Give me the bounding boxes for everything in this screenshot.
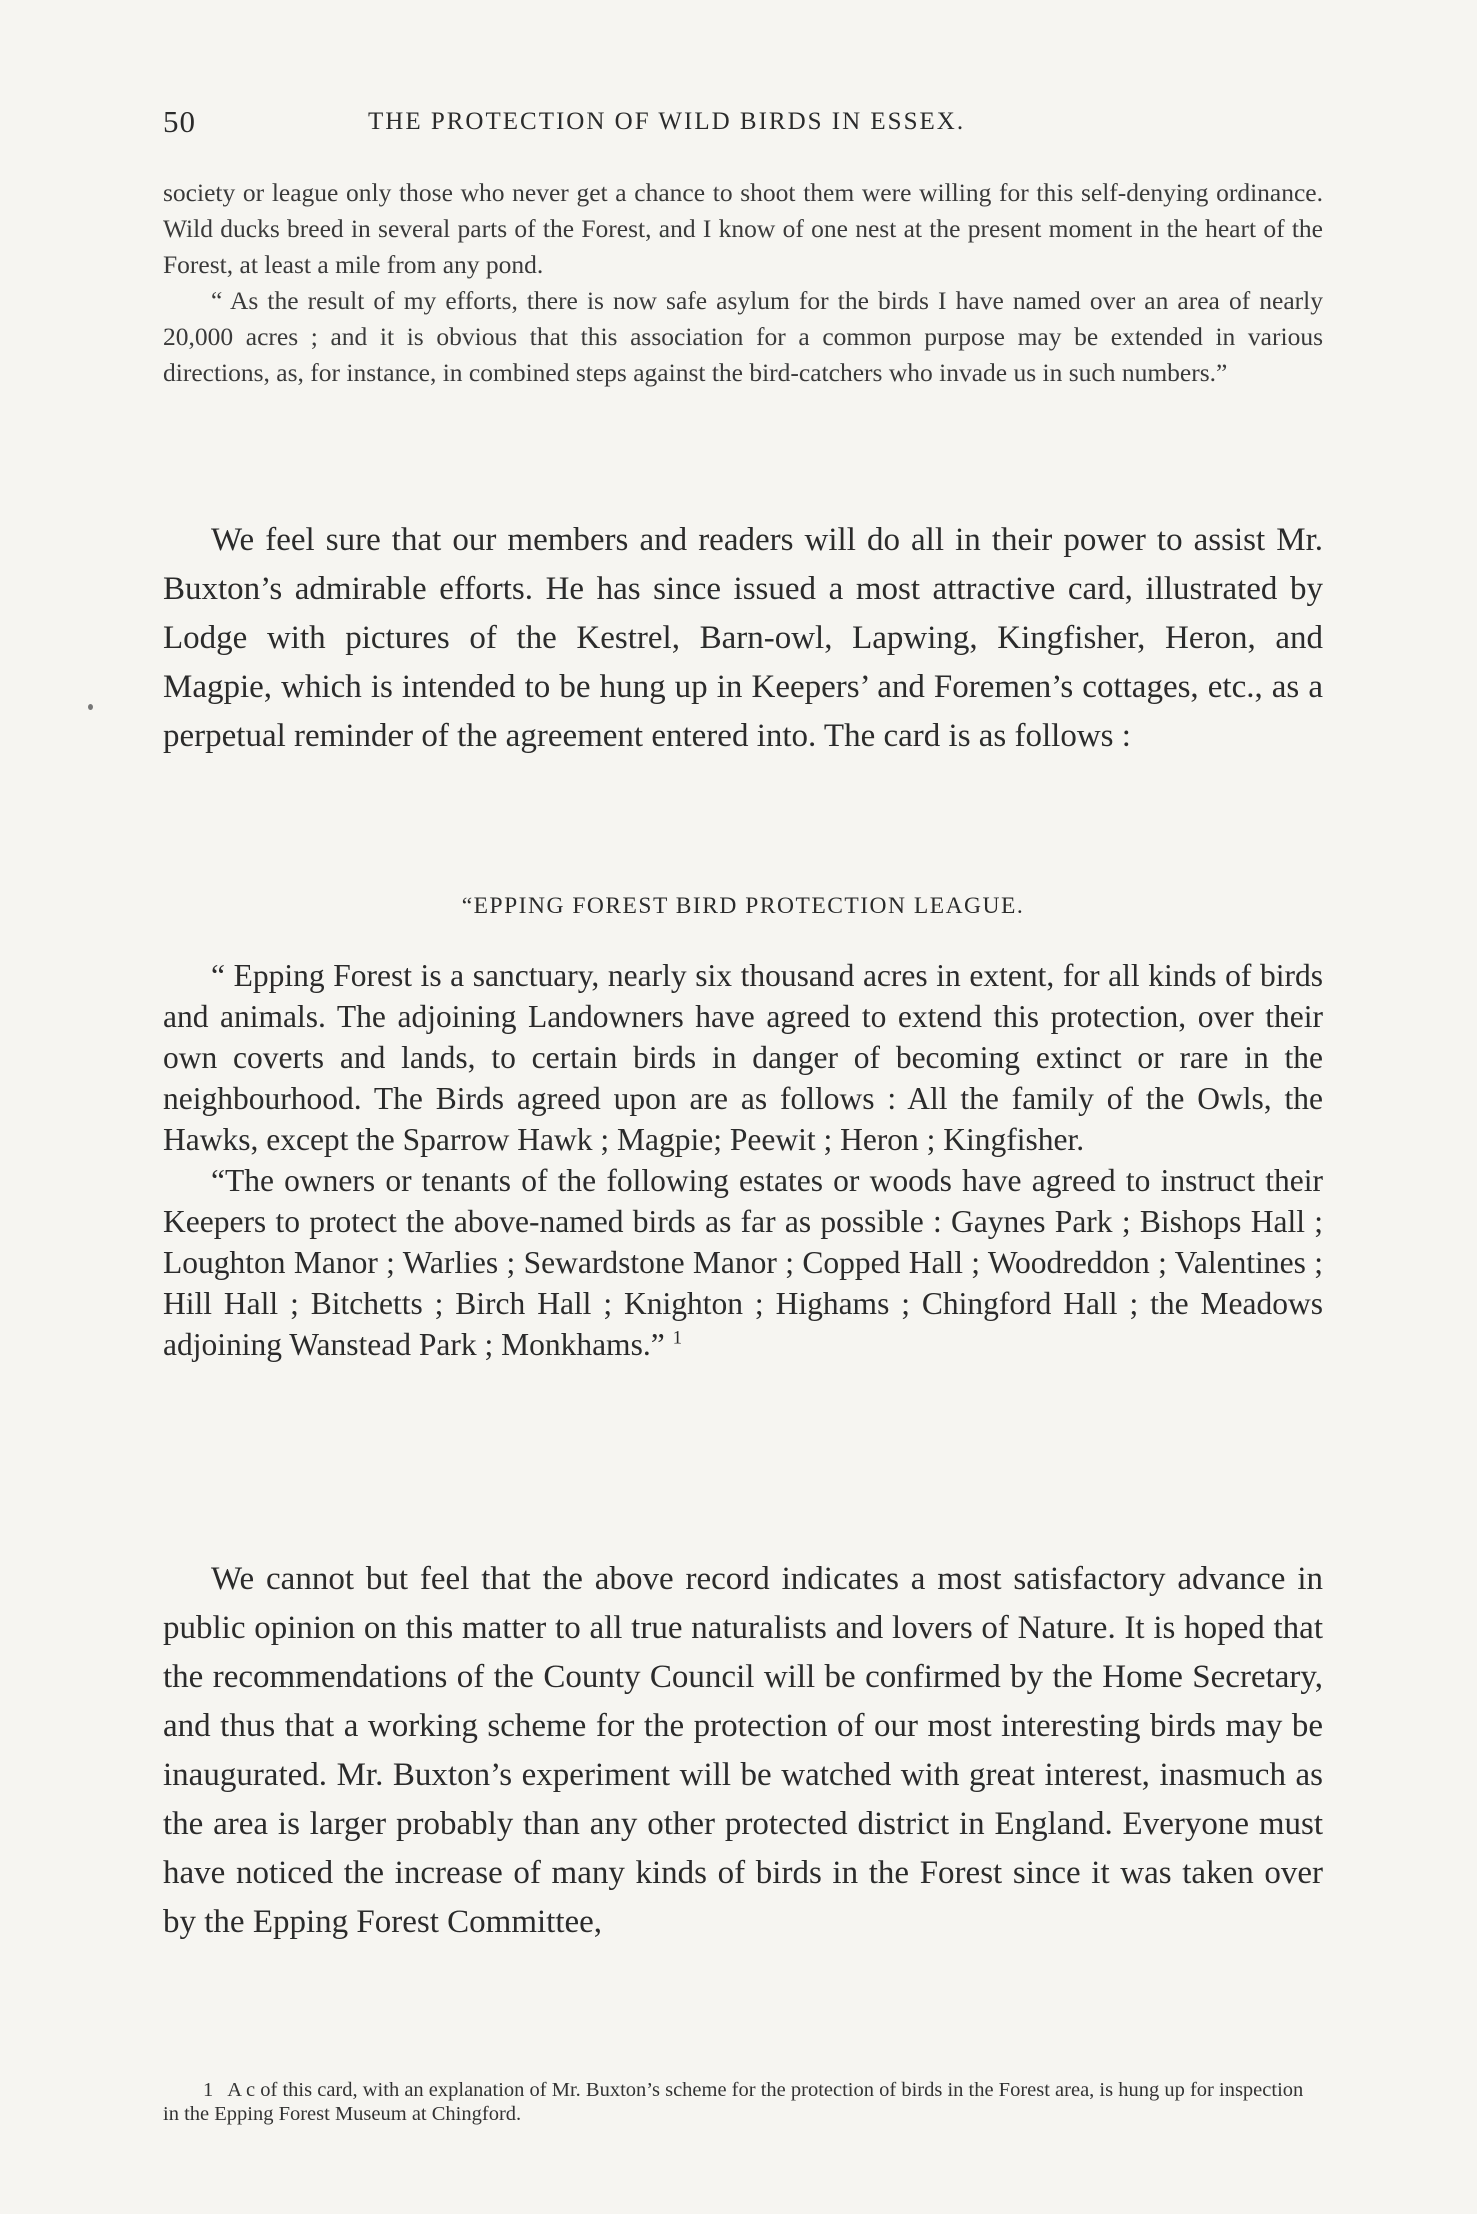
body-intro <box>163 516 1323 761</box>
card-paragraph-2-text: “The owners or tenants of the following estates or woods have agreed to instruct their Keepers to protect the above-named birds as far as possible : Gaynes Park ; Bishops Hall ; Loughton Manor ; Warlies ; Sewardstone Manor ; Copped Hall ; Woodreddon ; Valentines ; Hill Hall ; Bitchetts ; Birch Hall ; Knighton ; Highams ; Chingford Hall ; the Meadows adjoining Wanstead Park ; Monkhams.” <box>163 1163 1323 1362</box>
intro-paragraph: We feel sure that our members and readers will do all in their power to assist Mr. Buxton’s admirable efforts. He has since issued a most attractive card, illustrated by Lodge with pictures of the Kestrel, Barn-owl, Lapwing, Kingfisher, Heron, and Magpie, which is intended to be hung up in Keepers’ and Foremen’s cottages, etc., as a perpetual reminder of the agreement entered into. The card is as follows : <box>163 522 1323 754</box>
running-head: THE PROTECTION OF WILD BIRDS IN ESSEX. <box>368 108 966 135</box>
quote-continuation <box>163 175 1323 391</box>
card-paragraph-2 <box>163 1160 1323 1365</box>
quote-paragraph-2: “ As the result of my efforts, there is now safe asylum for the birds I have named over an area of nearly 20,000 acres ; and it is obvious that this association for a common purpose may be extended in various directions, as, for instance, in combined steps against the bird-catchers who invade us in such numbers.” <box>163 286 1323 387</box>
footnote <box>163 2078 1323 2126</box>
conclusion-paragraph: We cannot but feel that the above record indicates a most satisfactory advance in public opinion on this matter to all true naturalists and lovers of Nature. It is hoped that the recommendations of the County Council will be confirmed by the Home Secretary, and thus that a working scheme for the protection of our most interesting birds may be inaugurated. Mr. Buxton’s experiment will be watched with great interest, inasmuch as the area is larger probably than any other protected district in England. Everyone must have noticed the increase of many kinds of birds in the Forest since it was taken over by the Epping Forest Committee, <box>163 1561 1323 1940</box>
page-number: 50 <box>163 104 196 139</box>
page-header <box>163 104 1323 144</box>
footnote-reference: 1 <box>672 1327 683 1349</box>
footnote-text: A c of this card, with an explanation of Mr. Buxton’s scheme for the protection of birds in the Forest area, is hung up for inspection in the Epping Forest Museum at Chingford. <box>163 2079 1304 2125</box>
quote-paragraph-1: society or league only those who never get a chance to shoot them were willing for this self-denying ordinance. Wild ducks breed in several parts of the Forest, and I know of one nest at the present moment in the heart of the Forest, at least a mile from any pond. <box>163 178 1323 279</box>
footnote-mark: 1 <box>203 2079 214 2101</box>
card-text <box>163 955 1323 1365</box>
card-title: “EPPING FOREST BIRD PROTECTION LEAGUE. <box>461 893 1025 919</box>
body-conclusion <box>163 1555 1323 1947</box>
print-speck <box>88 704 93 710</box>
card-paragraph-1: “ Epping Forest is a sanctuary, nearly six thousand acres in extent, for all kinds of birds and animals. The adjoining Landowners have agreed to extend this protection, over their own coverts and lands, to certain birds in danger of becoming extinct or rare in the neighbourhood. The Birds agreed upon are as follows : All the family of the Owls, the Hawks, except the Sparrow Hawk ; Magpie; Peewit ; Heron ; Kingfisher. <box>163 958 1323 1157</box>
